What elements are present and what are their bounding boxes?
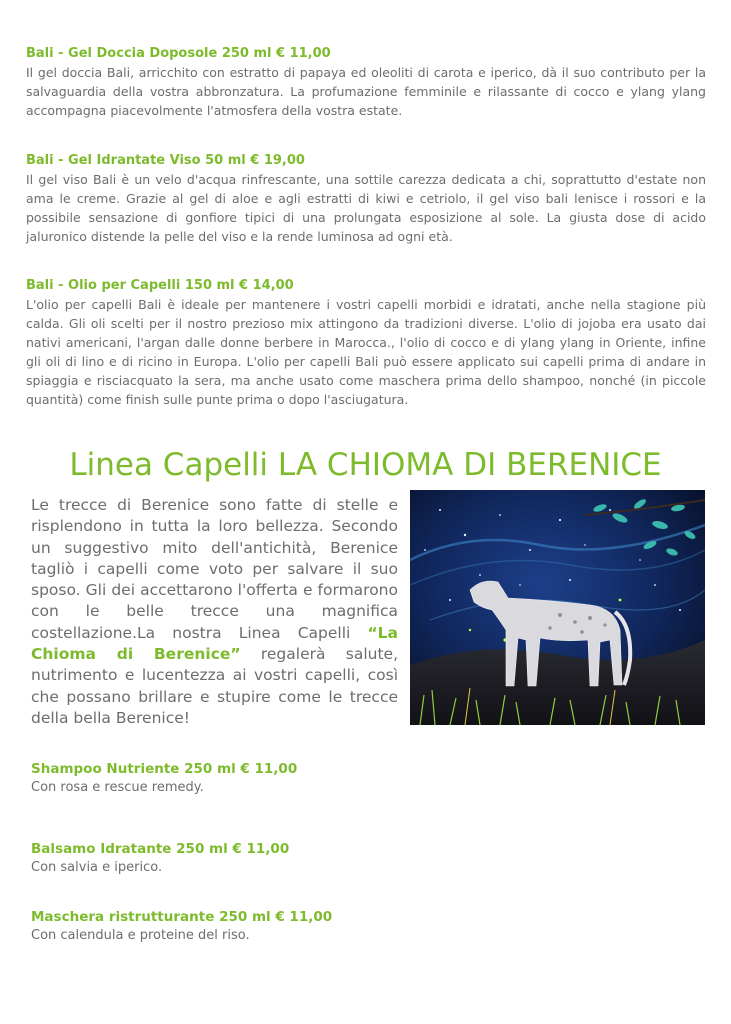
product-balsamo [31,840,431,877]
product-title: Bali - Gel Doccia Doposole 250 ml € 11,00 [26,46,331,61]
intro-highlight: “La Chioma di Berenice” [31,623,398,664]
product-description: Con salvia e iperico. [31,860,163,875]
product-title: Bali - Gel Idrantate Viso 50 ml € 19,00 [26,153,305,168]
intro-text-start: Le trecce di Berenice sono fatte di stelle e risplendono in tutta la loro bellezza. Secondo un suggestivo mito dell'antichità, Berenice tagliò i capelli come voto per salvare il suo sposo. Gli dei accettarono l'offerta e formarono con le belle trecce una magnifica costellazione.La nostra Linea Capelli [31,496,398,642]
product-description: Con calendula e proteine del riso. [31,928,250,943]
intro-text-end: regalerà salute, nutrimento e lucentezza ai vostri capelli, così che possano brillare e stupire come le trecce della bella Berenice! [31,645,398,727]
product-description: Il gel doccia Bali, arricchito con estratto di papaya ed oleoliti di carota e iperico, dà il suo contributo per la salvaguardia della vostra abbronzatura. La profumazione femminile e rilassante di cocco e ylang ylang accompagna piacevolmente l'atmosfera della vostra estate. [26,65,706,118]
product-gel-doccia [26,45,706,120]
night-sky-horse-illustration [410,490,705,725]
product-shampoo [31,760,431,797]
product-maschera [31,908,431,945]
product-gel-viso [26,152,706,246]
product-description: Con rosa e rescue remedy. [31,780,204,795]
product-title: Maschera ristrutturante 250 ml € 11,00 [31,909,333,925]
product-title: Balsamo Idratante 250 ml € 11,00 [31,841,290,857]
product-title: Shampoo Nutriente 250 ml € 11,00 [31,761,298,777]
product-description: L'olio per capelli Bali è ideale per mantenere i vostri capelli morbidi e idratati, anche nella stagione più calda. Gli oli scelti per il nostro prezioso mix attingono da tradizioni diverse. L'olio di jojoba era usato dai nativi americani, l'argan dalle donne berbere in Marocca., l'olio di cocco e di ylang ylang in Oriente, infine gli oli di lino e di ricino in Europa. L'olio per capelli Bali può essere applicato sui capelli prima di andare in spiaggia e risciacquato la sera, ma anche usato come maschera prima dello shampoo, nonché (in piccole quantità) come finish sulle punte prima o dopo l'asciugatura. [26,297,706,407]
product-description: Il gel viso Bali è un velo d'acqua rinfrescante, una sottile carezza dedicata a chi, soprattutto d'estate non ama le creme. Grazie al gel di aloe e agli estratti di kiwi e cetriolo, il gel viso bali lenisce i rossori e la possibile sensazione di gonfiore tipici di una prolungata esposizione al sole. La giusta dose di acido jaluronico distende la pelle del viso e la rende luminosa ad ogni età. [26,172,706,244]
product-olio-capelli [26,277,706,409]
section-intro [31,495,398,729]
section-title: Linea Capelli LA CHIOMA DI BERENICE [69,447,662,483]
product-title: Bali - Olio per Capelli 150 ml € 14,00 [26,278,294,293]
